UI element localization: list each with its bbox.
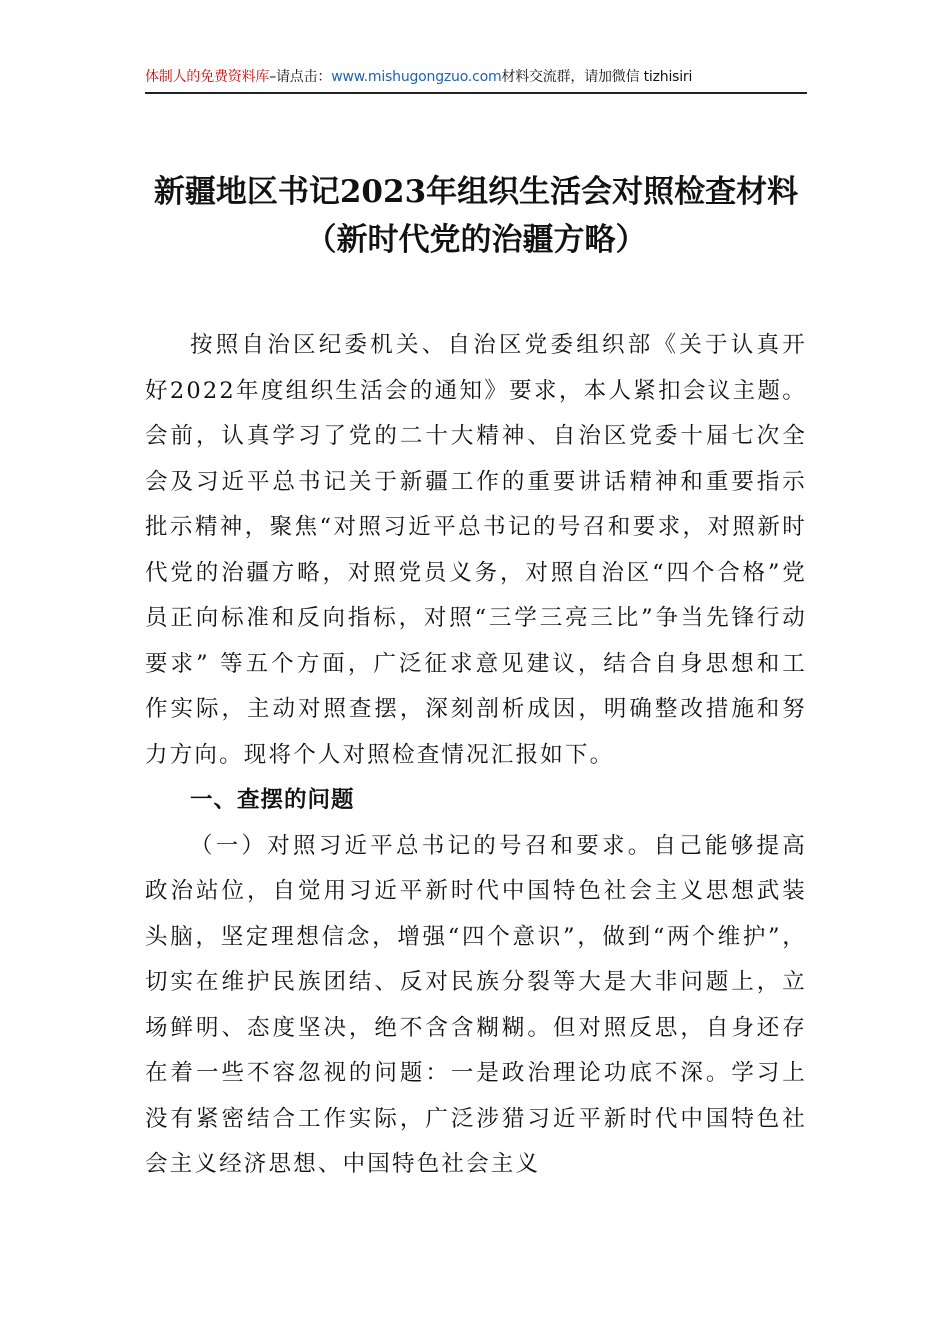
header-prompt: –请点击： [269, 69, 332, 85]
document-body [145, 323, 807, 1188]
section-heading: 一、查摆的问题 [190, 787, 355, 813]
page-header [145, 62, 807, 94]
document-title: 新疆地区书记2023年组织生活会对照检查材料（新时代党的治疆方略） [153, 174, 799, 258]
header-contact: 材料交流群，请加微信 tizhisiri [501, 69, 693, 85]
header-site-name: 体制人的免费资料库 [145, 69, 270, 85]
header-url-link[interactable]: www.mishugongzuo.com [331, 69, 502, 85]
section-paragraph: （一）对照习近平总书记的号召和要求。自己能够提高政治站位，自觉用习近平新时代中国特色社会主义思想武装头脑，坚定理想信念，增强“四个意识”，做到“两个维护”，切实在维护民族团结、反对民族分裂等大是大非问题上，立场鲜明、态度坚决，绝不含含糊糊。但对照反思，自身还存在着一些不容忽视的问题：一是政治理论功底不深。学习上没有紧密结合工作实际，广泛涉猎习近平新时代中国特色社会主义经济思想、中国特色社会主义 [145, 832, 807, 1177]
intro-paragraph: 按照自治区纪委机关、自治区党委组织部《关于认真开好2022年度组织生活会的通知》要求，本人紧扣会议主题。会前，认真学习了党的二十大精神、自治区党委十届七次全会及习近平总书记关于新疆工作的重要讲话精神和重要指示批示精神，聚焦“对照习近平总书记的号召和要求，对照新时代党的治疆方略，对照党员义务，对照自治区“四个合格”党员正向标准和反向指标，对照“三学三亮三比”争当先锋行动要求” 等五个方面，广泛征求意见建议，结合自身思想和工作实际，主动对照查摆，深刻剖析成因，明确整改措施和努力方向。现将个人对照检查情况汇报如下。 [145, 332, 807, 768]
